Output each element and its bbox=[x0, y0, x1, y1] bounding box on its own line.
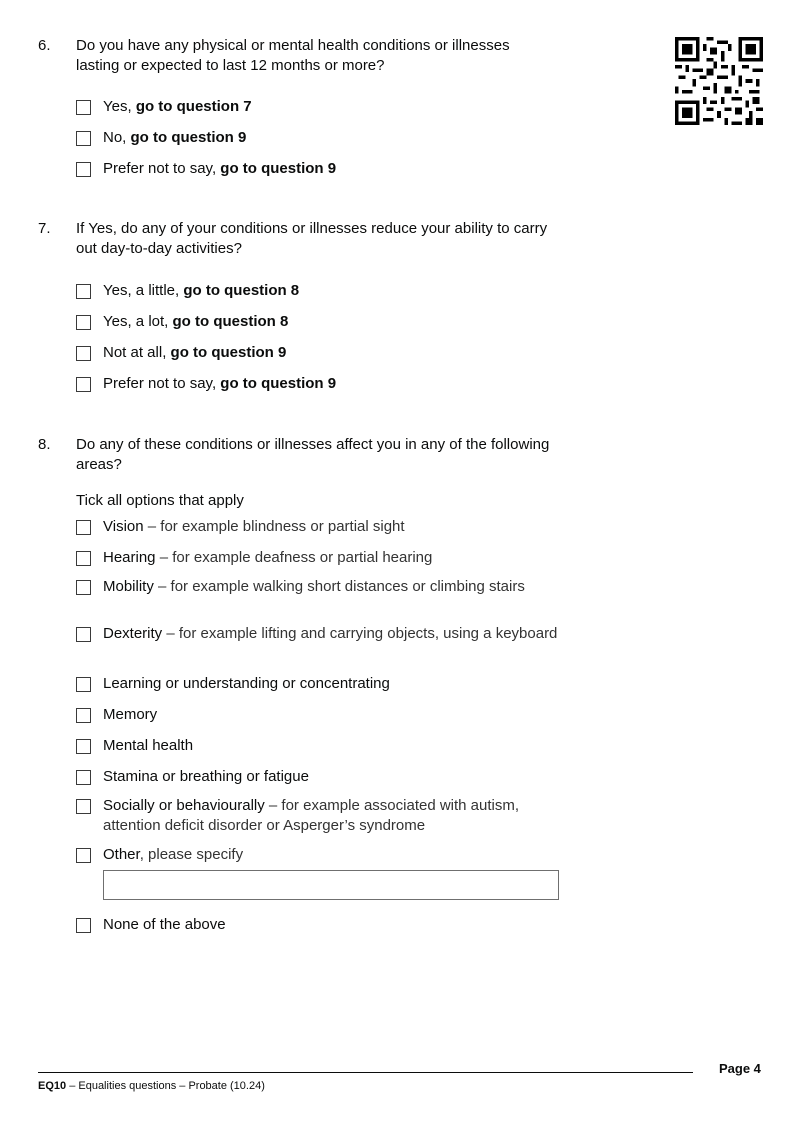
q6-option-no[interactable]: No, go to question 9 bbox=[76, 128, 563, 148]
q8-option-vision[interactable]: Vision – for example blindness or partial sight bbox=[76, 517, 563, 537]
question-6-number: 6. bbox=[38, 37, 51, 54]
checkbox[interactable] bbox=[76, 770, 91, 785]
footer-form-title: EQ10 – Equalities questions – Probate (10.24) bbox=[38, 1080, 265, 1092]
checkbox[interactable] bbox=[76, 918, 91, 933]
checkbox[interactable] bbox=[76, 162, 91, 177]
checkbox[interactable] bbox=[76, 377, 91, 392]
question-8-text: Do any of these conditions or illnesses affect you in any of the following areas? bbox=[76, 436, 550, 473]
q8-option-memory[interactable]: Memory bbox=[76, 705, 563, 725]
checkbox[interactable] bbox=[76, 131, 91, 146]
checkbox[interactable] bbox=[76, 580, 91, 595]
q7-option-yes-little[interactable]: Yes, a little, go to question 8 bbox=[76, 281, 563, 301]
checkbox[interactable] bbox=[76, 799, 91, 814]
q8-option-other[interactable]: Other, please specify bbox=[76, 845, 563, 865]
checkbox[interactable] bbox=[76, 100, 91, 115]
footer-divider bbox=[38, 1072, 693, 1073]
checkbox[interactable] bbox=[76, 315, 91, 330]
question-7-text: If Yes, do any of your conditions or illnesses reduce your ability to carry out day-to-day activities? bbox=[76, 220, 548, 257]
q6-option-yes[interactable]: Yes, go to question 7 bbox=[76, 97, 563, 117]
question-8-number: 8. bbox=[38, 436, 51, 453]
q8-option-stamina[interactable]: Stamina or breathing or fatigue bbox=[76, 767, 563, 787]
checkbox[interactable] bbox=[76, 739, 91, 754]
q7-option-prefer-not[interactable]: Prefer not to say, go to question 9 bbox=[76, 374, 563, 394]
checkbox[interactable] bbox=[76, 284, 91, 299]
checkbox[interactable] bbox=[76, 551, 91, 566]
q7-option-yes-lot[interactable]: Yes, a lot, go to question 8 bbox=[76, 312, 563, 332]
q8-option-mental-health[interactable]: Mental health bbox=[76, 736, 563, 756]
q8-option-hearing[interactable]: Hearing – for example deafness or partial hearing bbox=[76, 548, 563, 568]
checkbox[interactable] bbox=[76, 677, 91, 692]
q8-option-mobility[interactable]: Mobility – for example walking short distances or climbing stairs bbox=[76, 577, 563, 597]
checkbox[interactable] bbox=[76, 848, 91, 863]
q8-option-dexterity[interactable]: Dexterity – for example lifting and carrying objects, using a keyboard bbox=[76, 624, 563, 644]
q8-option-none[interactable]: None of the above bbox=[76, 915, 563, 935]
q6-option-prefer-not[interactable]: Prefer not to say, go to question 9 bbox=[76, 159, 563, 179]
q8-option-socially[interactable]: Socially or behaviourally – for example associated with autism, attention deficit disorder or Asperger’s syndrome bbox=[76, 796, 563, 836]
question-7-number: 7. bbox=[38, 220, 51, 237]
q8-hint: Tick all options that apply bbox=[76, 492, 244, 509]
q8-option-learning[interactable]: Learning or understanding or concentrating bbox=[76, 674, 563, 694]
q7-option-not-at-all[interactable]: Not at all, go to question 9 bbox=[76, 343, 563, 363]
question-6-text: Do you have any physical or mental health conditions or illnesses lasting or expected to last 12 months or more? bbox=[76, 37, 510, 74]
qr-code-icon bbox=[675, 37, 763, 125]
checkbox[interactable] bbox=[76, 627, 91, 642]
other-specify-input[interactable] bbox=[103, 870, 559, 900]
checkbox[interactable] bbox=[76, 346, 91, 361]
checkbox[interactable] bbox=[76, 520, 91, 535]
page-number: Page 4 bbox=[719, 1061, 761, 1076]
checkbox[interactable] bbox=[76, 708, 91, 723]
